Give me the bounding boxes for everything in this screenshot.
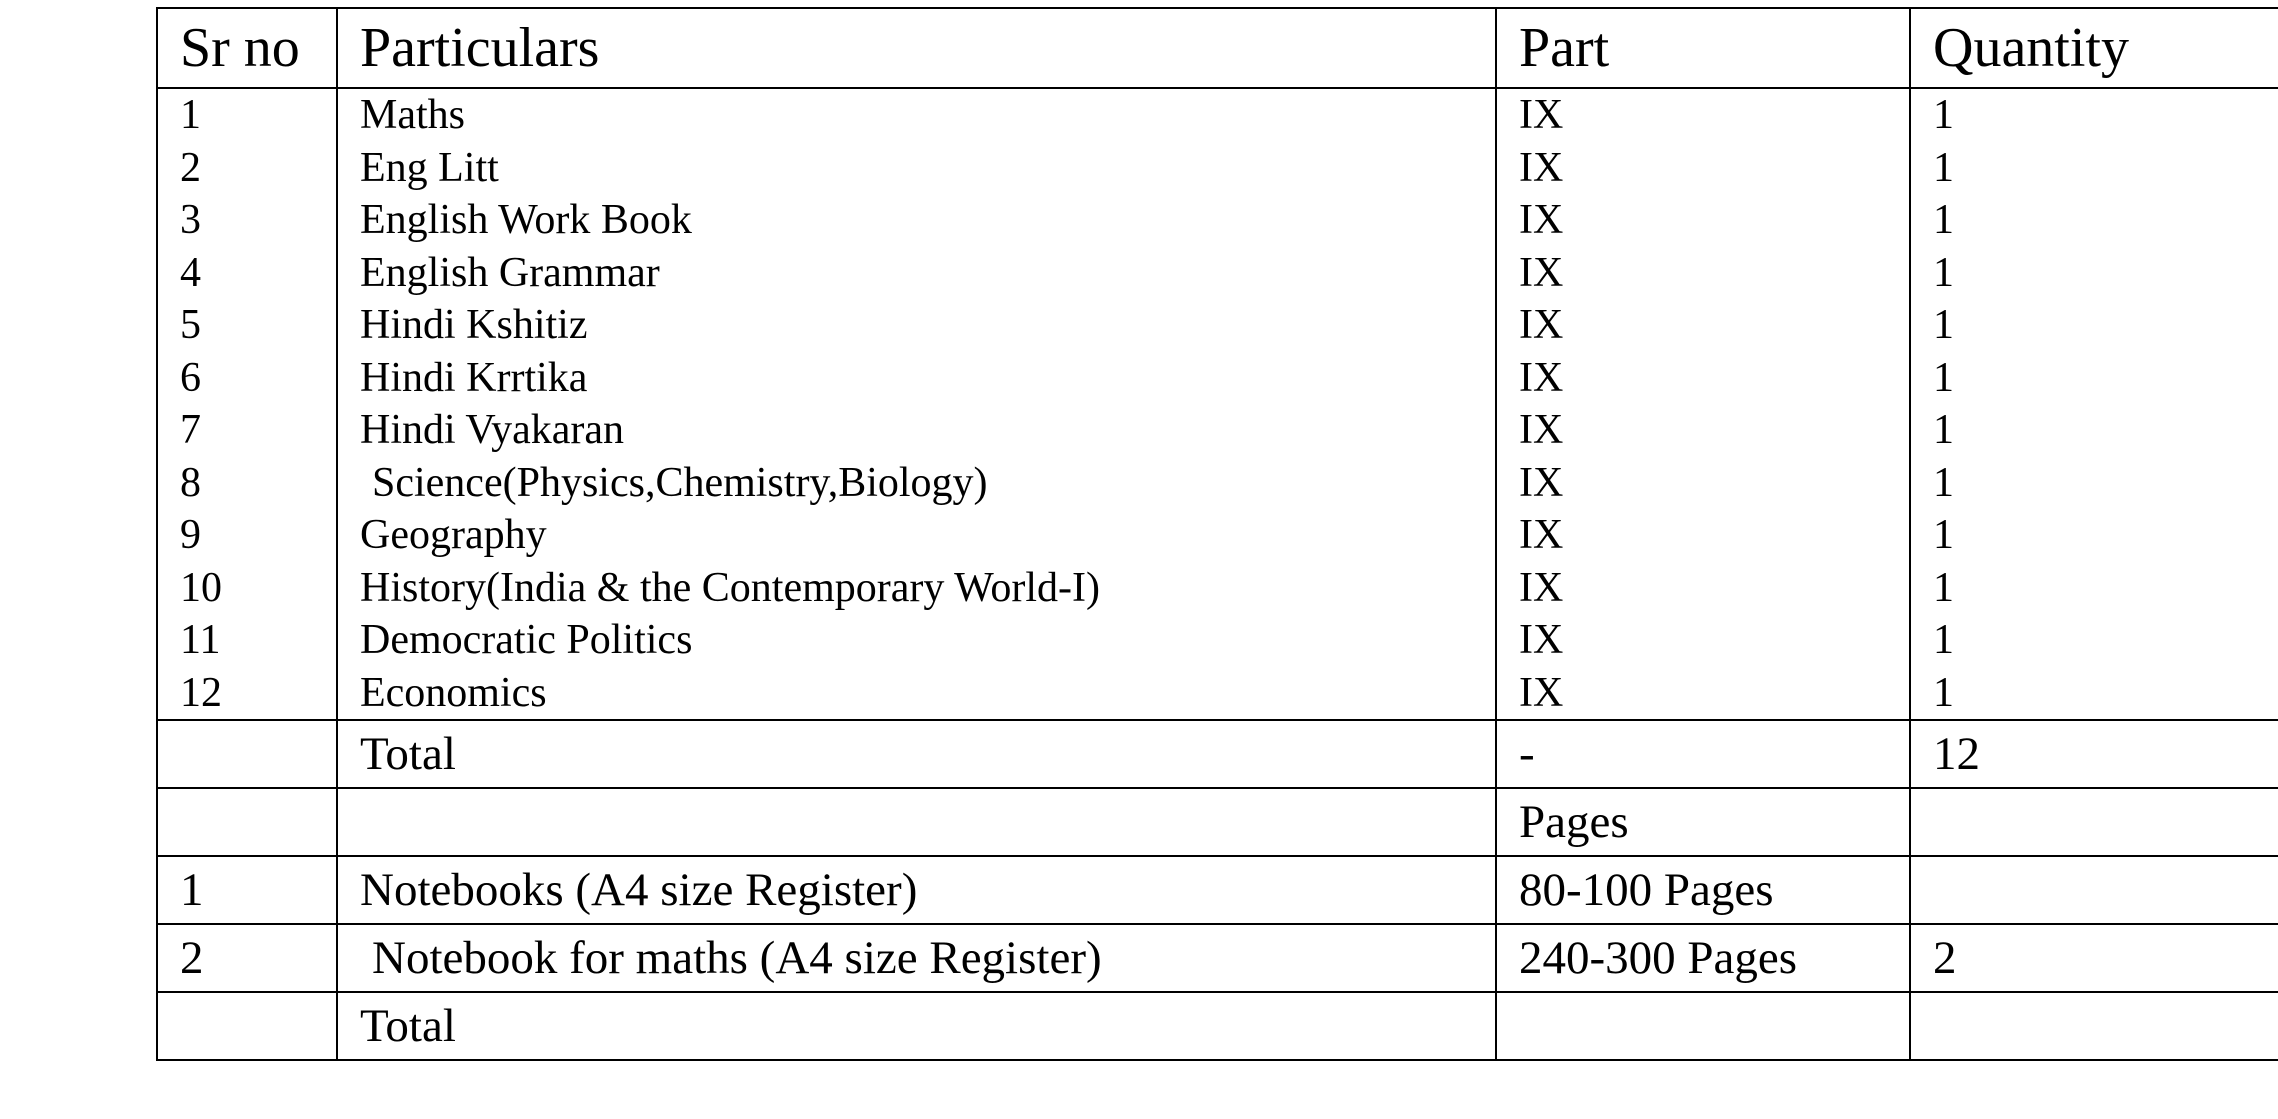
particular-cell: Hindi Krrtika bbox=[337, 352, 1496, 405]
quantity-cell bbox=[1910, 788, 2278, 856]
quantity-cell: 1 bbox=[1910, 509, 2278, 562]
table-row bbox=[157, 614, 2278, 667]
sr-no-cell bbox=[157, 720, 337, 788]
particular-cell bbox=[337, 924, 1496, 992]
notebook-row bbox=[157, 856, 2278, 924]
table-row bbox=[157, 509, 2278, 562]
table-row bbox=[157, 299, 2278, 352]
particular-cell: Hindi Kshitiz bbox=[337, 299, 1496, 352]
total-quantity: 12 bbox=[1910, 720, 2278, 788]
quantity-cell: 2 bbox=[1910, 924, 2278, 992]
sr-no-cell: 1 bbox=[157, 856, 337, 924]
part-cell: IX bbox=[1496, 142, 1910, 195]
table-row bbox=[157, 457, 2278, 510]
quantity-cell: 1 bbox=[1910, 667, 2278, 721]
sr-no-cell: 7 bbox=[157, 404, 337, 457]
quantity-cell bbox=[1910, 992, 2278, 1060]
sr-no-cell: 10 bbox=[157, 562, 337, 615]
header-particulars: Particulars bbox=[337, 8, 1496, 88]
table-row bbox=[157, 88, 2278, 142]
part-cell: IX bbox=[1496, 457, 1910, 510]
part-cell: IX bbox=[1496, 352, 1910, 405]
particular-cell: Notebooks (A4 size Register) bbox=[337, 856, 1496, 924]
part-cell: IX bbox=[1496, 404, 1910, 457]
quantity-cell: 1 bbox=[1910, 247, 2278, 300]
part-cell: IX bbox=[1496, 667, 1910, 721]
part-cell: IX bbox=[1496, 614, 1910, 667]
sr-no-cell: 5 bbox=[157, 299, 337, 352]
part-cell: IX bbox=[1496, 88, 1910, 142]
pages-header: Pages bbox=[1496, 788, 1910, 856]
quantity-cell: 1 bbox=[1910, 352, 2278, 405]
sr-no-cell: 11 bbox=[157, 614, 337, 667]
table-row bbox=[157, 562, 2278, 615]
particular-text: Notebook for maths (A4 size Register) bbox=[372, 932, 1102, 984]
part-cell: IX bbox=[1496, 194, 1910, 247]
sr-no-cell: 2 bbox=[157, 142, 337, 195]
sr-no-cell: 3 bbox=[157, 194, 337, 247]
total-label: Total bbox=[337, 720, 1496, 788]
sr-no-cell: 12 bbox=[157, 667, 337, 721]
particular-cell: Democratic Politics bbox=[337, 614, 1496, 667]
particular-cell bbox=[337, 457, 1496, 510]
sr-no-cell: 8 bbox=[157, 457, 337, 510]
part-cell: IX bbox=[1496, 299, 1910, 352]
table-row bbox=[157, 352, 2278, 405]
particular-cell: English Work Book bbox=[337, 194, 1496, 247]
particular-cell: Geography bbox=[337, 509, 1496, 562]
sr-no-cell: 6 bbox=[157, 352, 337, 405]
pages-header-row bbox=[157, 788, 2278, 856]
pages-cell: 80-100 Pages bbox=[1496, 856, 1910, 924]
particular-cell: Eng Litt bbox=[337, 142, 1496, 195]
quantity-cell: 1 bbox=[1910, 299, 2278, 352]
sr-no-cell bbox=[157, 788, 337, 856]
table-row bbox=[157, 142, 2278, 195]
pages-cell bbox=[1496, 992, 1910, 1060]
quantity-cell bbox=[1910, 856, 2278, 924]
sr-no-cell: 1 bbox=[157, 88, 337, 142]
quantity-cell: 1 bbox=[1910, 457, 2278, 510]
particular-cell bbox=[337, 788, 1496, 856]
particular-cell: History(India & the Contemporary World-I) bbox=[337, 562, 1496, 615]
sr-no-cell: 9 bbox=[157, 509, 337, 562]
quantity-cell: 1 bbox=[1910, 194, 2278, 247]
header-quantity: Quantity bbox=[1910, 8, 2278, 88]
quantity-cell: 1 bbox=[1910, 404, 2278, 457]
sr-no-cell bbox=[157, 992, 337, 1060]
particular-cell: English Grammar bbox=[337, 247, 1496, 300]
part-cell: - bbox=[1496, 720, 1910, 788]
part-cell: IX bbox=[1496, 562, 1910, 615]
sr-no-cell: 4 bbox=[157, 247, 337, 300]
quantity-cell: 1 bbox=[1910, 614, 2278, 667]
header-sr-no: Sr no bbox=[157, 8, 337, 88]
total-label: Total bbox=[337, 992, 1496, 1060]
sr-no-cell: 2 bbox=[157, 924, 337, 992]
book-list-table bbox=[156, 7, 2278, 1061]
header-part: Part bbox=[1496, 8, 1910, 88]
particular-cell: Hindi Vyakaran bbox=[337, 404, 1496, 457]
quantity-cell: 1 bbox=[1910, 562, 2278, 615]
notebook-row bbox=[157, 924, 2278, 992]
quantity-cell: 1 bbox=[1910, 142, 2278, 195]
table-row bbox=[157, 194, 2278, 247]
particular-cell: Maths bbox=[337, 88, 1496, 142]
books-total-row bbox=[157, 720, 2278, 788]
particular-cell: Economics bbox=[337, 667, 1496, 721]
particular-text: Science(Physics,Chemistry,Biology) bbox=[372, 459, 988, 506]
part-cell: IX bbox=[1496, 509, 1910, 562]
part-cell: IX bbox=[1496, 247, 1910, 300]
table-row bbox=[157, 667, 2278, 721]
table-row bbox=[157, 247, 2278, 300]
table-header-row bbox=[157, 8, 2278, 88]
table-row bbox=[157, 404, 2278, 457]
quantity-cell: 1 bbox=[1910, 88, 2278, 142]
notebooks-total-row bbox=[157, 992, 2278, 1060]
pages-cell: 240-300 Pages bbox=[1496, 924, 1910, 992]
